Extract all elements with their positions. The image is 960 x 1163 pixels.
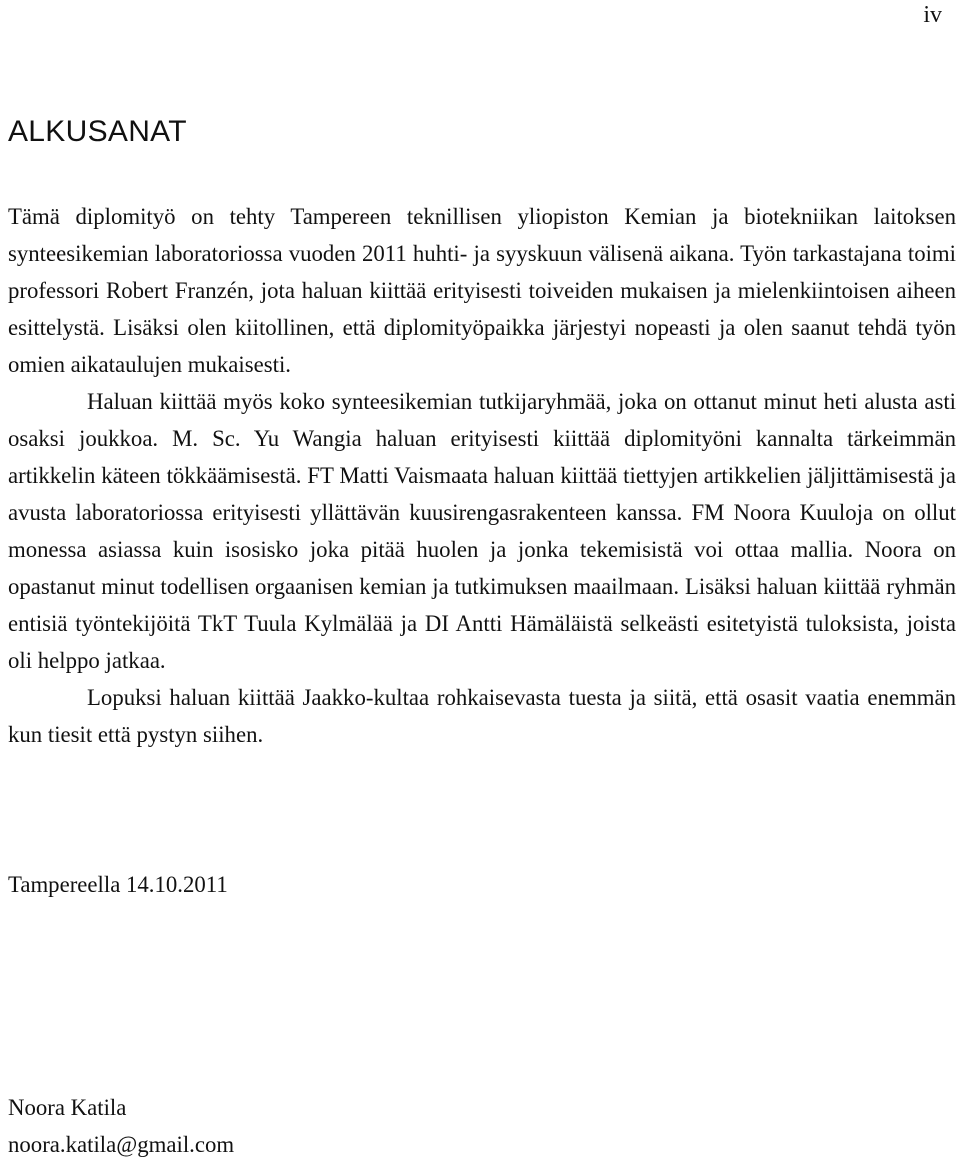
author-email: noora.katila@gmail.com: [8, 1132, 235, 1157]
paragraph: Haluan kiittää myös koko synteesikemian tutkijaryhmää, joka on ottanut minut heti alusta asti osaksi joukkoa. M. Sc. Yu Wangia haluan erityisesti kiittää diplomityöni kannalta tärkeimmän artikkelin käteen tökkäämisestä. FT Matti Vaismaata haluan kiittää tiettyjen artikkelien jäljittämisestä ja avusta laboratoriossa erityisesti yllättävän kuusirengasrakenteen kanssa. FM Noora Kuuloja on ollut monessa asiassa kuin isosisko joka pitää huolen ja jonka tekemisistä voi ottaa mallia. Noora on opastanut minut todellisen orgaanisen kemian ja tutkimuksen maailmaan. Lisäksi haluan kiittää ryhmän entisiä työntekijöitä TkT Tuula Kylmälää ja DI Antti Hämäläistä selkeästi esitetyistä tuloksista, joista oli helppo jatkaa.: [8, 389, 956, 673]
signature-block: [8, 1089, 234, 1163]
paragraph: Lopuksi haluan kiittää Jaakko-kultaa rohkaisevasta tuesta ja siitä, että osasit vaatia enemmän kun tiesit että pystyn siihen.: [8, 685, 956, 747]
place-date: Tampereella 14.10.2011: [8, 872, 228, 897]
paragraph: Tämä diplomityö on tehty Tampereen teknillisen yliopiston Kemian ja biotekniikan laitoksen synteesikemian laboratoriossa vuoden 2011 huhti- ja syyskuun välisenä aikana. Työn tarkastajana toimi professori Robert Franzén, jota haluan kiittää erityisesti toiveiden mukaisen ja mielenkiintoisen aiheen esittelystä. Lisäksi olen kiitollinen, että diplomityöpaikka järjestyi nopeasti ja olen saanut tehdä työn omien aikataulujen mukaisesti.: [8, 204, 956, 377]
page-number: iv: [923, 2, 942, 28]
body-text: [8, 198, 956, 753]
author-name: Noora Katila: [8, 1095, 127, 1120]
section-heading: ALKUSANAT: [8, 115, 187, 148]
